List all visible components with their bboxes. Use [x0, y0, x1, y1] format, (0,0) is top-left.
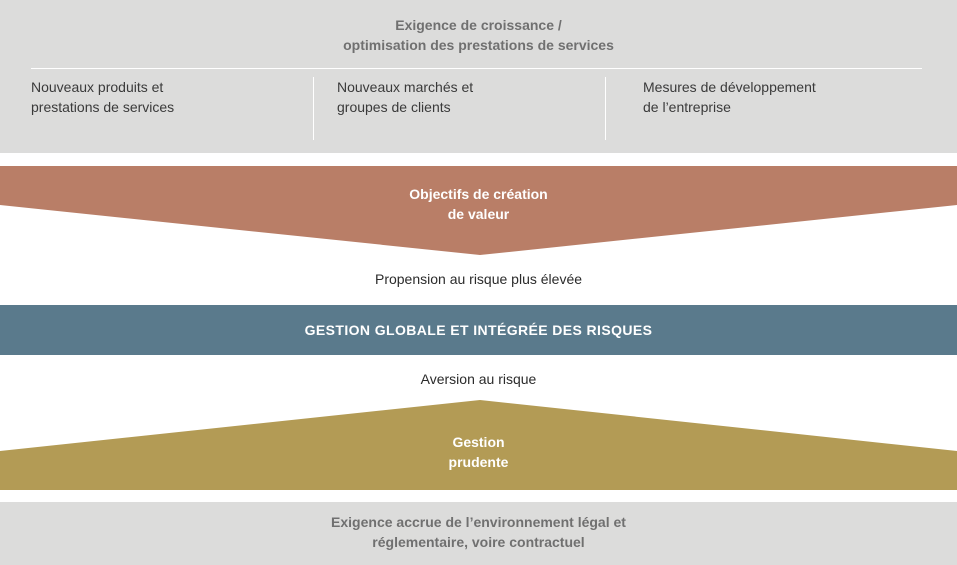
new-markets-column [337, 77, 597, 117]
value-creation-shape [0, 166, 957, 255]
growth-requirement-title [0, 15, 957, 55]
new-products-line2: prestations de services [31, 99, 175, 115]
regulatory-requirement-panel [0, 502, 957, 565]
value-creation-line2: de valeur [447, 206, 510, 222]
risk-management-title: GESTION GLOBALE ET INTÉGRÉE DES RISQUES [304, 322, 653, 338]
growth-requirement-title-line1: Exigence de croissance / [395, 17, 562, 33]
top-divider [31, 68, 922, 69]
prudent-management-shape [0, 400, 957, 490]
new-markets-line2: groupes de clients [337, 99, 451, 115]
regulatory-requirement-line2: réglementaire, voire contractuel [372, 534, 585, 550]
value-creation-line1: Objectifs de création [409, 186, 548, 202]
new-products-line1: Nouveaux produits et [31, 79, 164, 95]
higher-risk-appetite-label: Propension au risque plus élevée [374, 271, 583, 287]
business-development-line1: Mesures de développement [643, 79, 816, 95]
new-products-column [31, 77, 301, 117]
regulatory-requirement-line1: Exigence accrue de l’environnement légal et [331, 514, 626, 530]
column-separator-2 [605, 77, 606, 140]
risk-aversion-label: Aversion au risque [420, 371, 537, 387]
value-creation-text [0, 184, 957, 224]
growth-requirement-panel [0, 0, 957, 153]
business-development-line2: de l’entreprise [643, 99, 731, 115]
column-separator-1 [313, 77, 314, 140]
risk-management-band [0, 305, 957, 355]
prudent-management-line2: prudente [448, 454, 509, 470]
prudent-management-text [0, 432, 957, 472]
new-markets-line1: Nouveaux marchés et [337, 79, 474, 95]
growth-requirement-title-line2: optimisation des prestations de services [343, 37, 614, 53]
regulatory-requirement-text [0, 512, 957, 552]
business-development-column [643, 77, 933, 117]
prudent-management-line1: Gestion [452, 434, 505, 450]
